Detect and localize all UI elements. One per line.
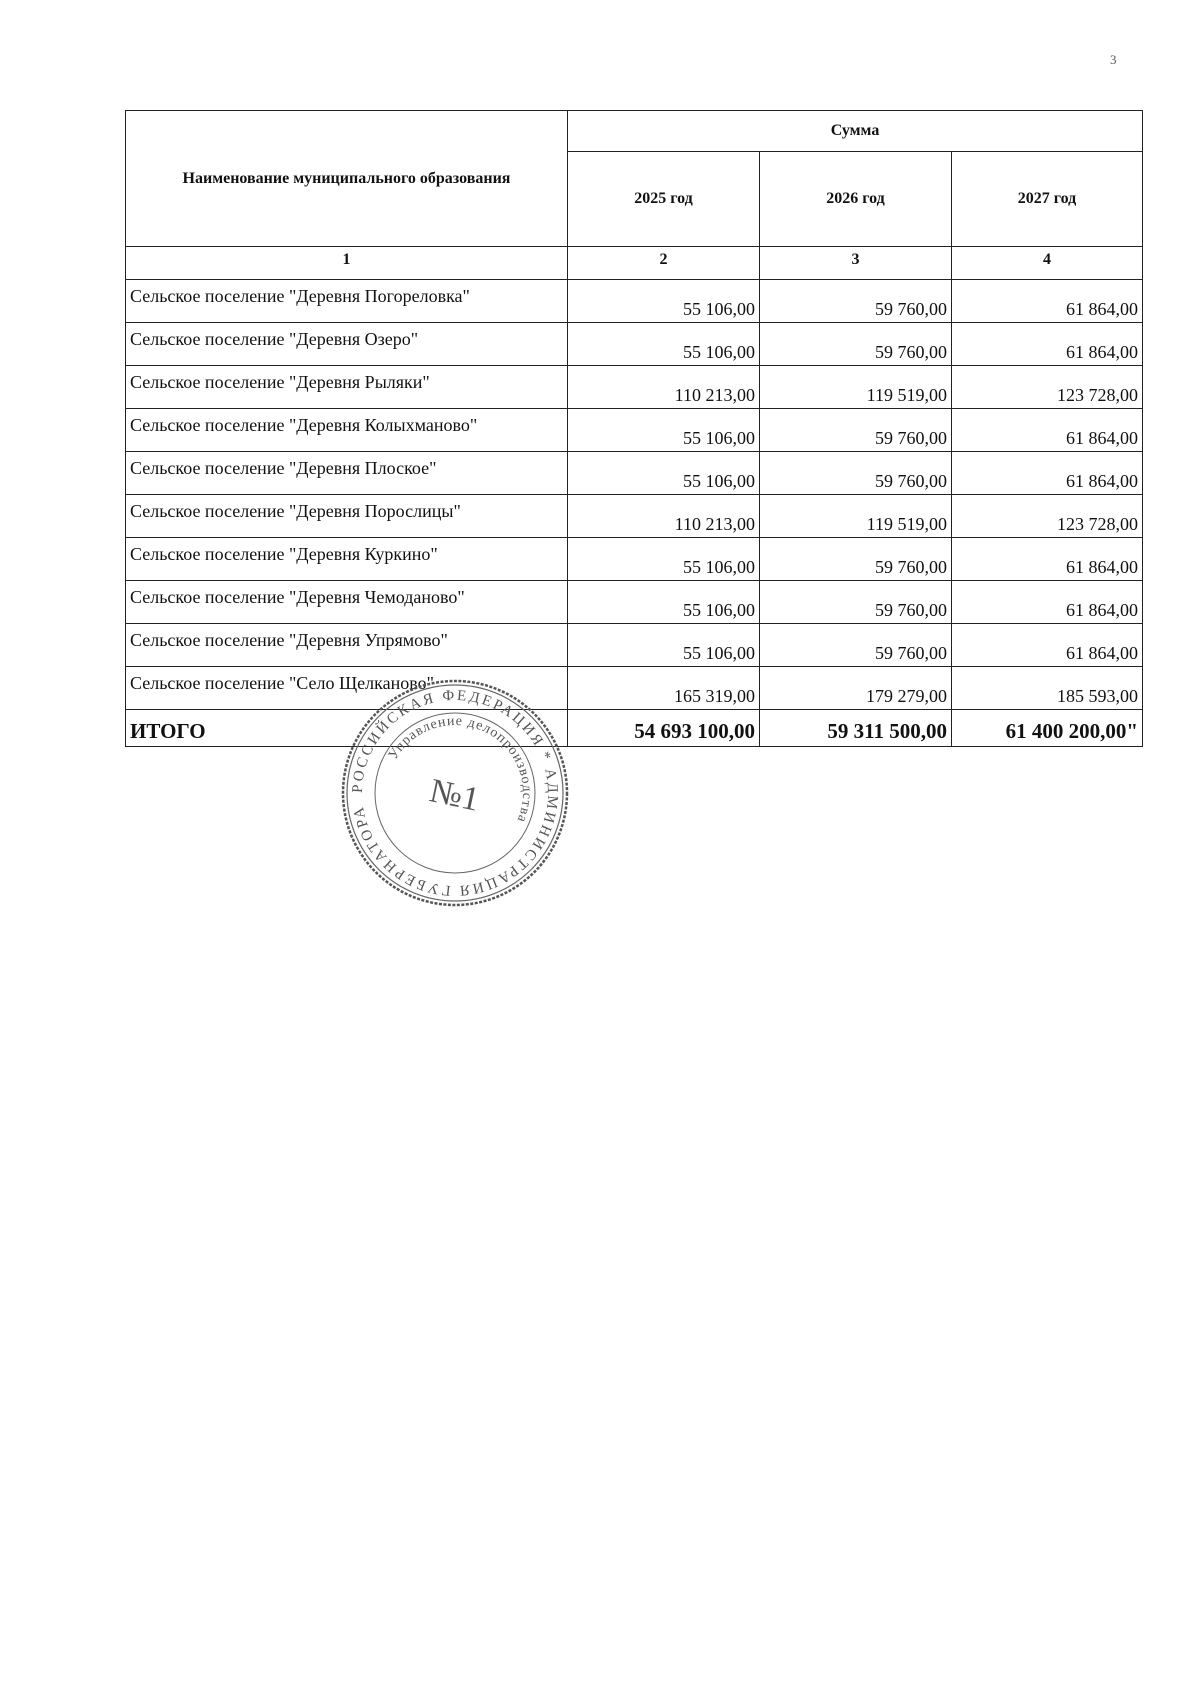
amount-2026: 59 760,00 <box>760 624 952 667</box>
municipality-name: Сельское поселение "Деревня Порослицы" <box>126 495 568 538</box>
municipality-name: Сельское поселение "Деревня Озеро" <box>126 323 568 366</box>
amount-2027: 61 864,00 <box>952 624 1143 667</box>
table-row <box>126 452 1143 495</box>
table-row <box>126 581 1143 624</box>
amount-2026: 179 279,00 <box>760 667 952 710</box>
table-row <box>126 323 1143 366</box>
stamp-center-number: №1 <box>426 772 483 819</box>
stamp-inner-text: Управление делопроизводства <box>386 713 535 825</box>
table-row <box>126 538 1143 581</box>
sum-group-header: Сумма <box>568 111 1143 152</box>
total-2025: 54 693 100,00 <box>568 710 760 747</box>
amount-2026: 59 760,00 <box>760 323 952 366</box>
name-column-header: Наименование муниципального образования <box>126 111 568 247</box>
amount-2027: 61 864,00 <box>952 538 1143 581</box>
total-2027: 61 400 200,00" <box>952 710 1143 747</box>
column-index-row <box>126 247 1143 280</box>
table-row <box>126 667 1143 710</box>
amount-2026: 119 519,00 <box>760 495 952 538</box>
table-row <box>126 624 1143 667</box>
municipality-name: Сельское поселение "Деревня Плоское" <box>126 452 568 495</box>
amount-2027: 61 864,00 <box>952 323 1143 366</box>
municipality-name: Сельское поселение "Деревня Рыляки" <box>126 366 568 409</box>
municipality-name: Сельское поселение "Деревня Упрямово" <box>126 624 568 667</box>
amount-2025: 110 213,00 <box>568 495 760 538</box>
year-header-2025: 2025 год <box>568 152 760 247</box>
amount-2025: 55 106,00 <box>568 624 760 667</box>
amount-2025: 55 106,00 <box>568 538 760 581</box>
municipality-name: Сельское поселение "Деревня Колыхманово" <box>126 409 568 452</box>
amount-2026: 59 760,00 <box>760 452 952 495</box>
amount-2027: 123 728,00 <box>952 366 1143 409</box>
amount-2027: 185 593,00 <box>952 667 1143 710</box>
budget-table <box>125 110 1143 747</box>
municipality-name: Сельское поселение "Село Щелканово" <box>126 667 568 710</box>
year-header-2027: 2027 год <box>952 152 1143 247</box>
amount-2027: 61 864,00 <box>952 581 1143 624</box>
column-index: 2 <box>568 247 760 280</box>
amount-2025: 55 106,00 <box>568 323 760 366</box>
table-row <box>126 495 1143 538</box>
amount-2025: 165 319,00 <box>568 667 760 710</box>
table-row <box>126 280 1143 323</box>
column-index: 3 <box>760 247 952 280</box>
total-2026: 59 311 500,00 <box>760 710 952 747</box>
amount-2027: 61 864,00 <box>952 280 1143 323</box>
amount-2026: 59 760,00 <box>760 409 952 452</box>
amount-2025: 110 213,00 <box>568 366 760 409</box>
amount-2026: 59 760,00 <box>760 581 952 624</box>
municipality-name: Сельское поселение "Деревня Куркино" <box>126 538 568 581</box>
total-label: ИТОГО <box>126 710 568 747</box>
column-index: 1 <box>126 247 568 280</box>
municipality-name: Сельское поселение "Деревня Погореловка" <box>126 280 568 323</box>
table-row <box>126 366 1143 409</box>
amount-2025: 55 106,00 <box>568 280 760 323</box>
municipality-name: Сельское поселение "Деревня Чемоданово" <box>126 581 568 624</box>
amount-2026: 59 760,00 <box>760 280 952 323</box>
page-number: 3 <box>1110 52 1117 67</box>
stamp-outer-text: РОССИЙСКАЯ ФЕДЕРАЦИЯ * АДМИНИСТРАЦИЯ ГУБЕРНАТОРА <box>349 687 561 899</box>
amount-2025: 55 106,00 <box>568 581 760 624</box>
total-row <box>126 710 1143 747</box>
amount-2027: 123 728,00 <box>952 495 1143 538</box>
amount-2027: 61 864,00 <box>952 452 1143 495</box>
amount-2026: 59 760,00 <box>760 538 952 581</box>
stamp-seal-icon <box>340 678 570 908</box>
table-row <box>126 409 1143 452</box>
amount-2026: 119 519,00 <box>760 366 952 409</box>
year-header-2026: 2026 год <box>760 152 952 247</box>
amount-2027: 61 864,00 <box>952 409 1143 452</box>
column-index: 4 <box>952 247 1143 280</box>
amount-2025: 55 106,00 <box>568 409 760 452</box>
amount-2025: 55 106,00 <box>568 452 760 495</box>
official-stamp <box>340 678 570 908</box>
